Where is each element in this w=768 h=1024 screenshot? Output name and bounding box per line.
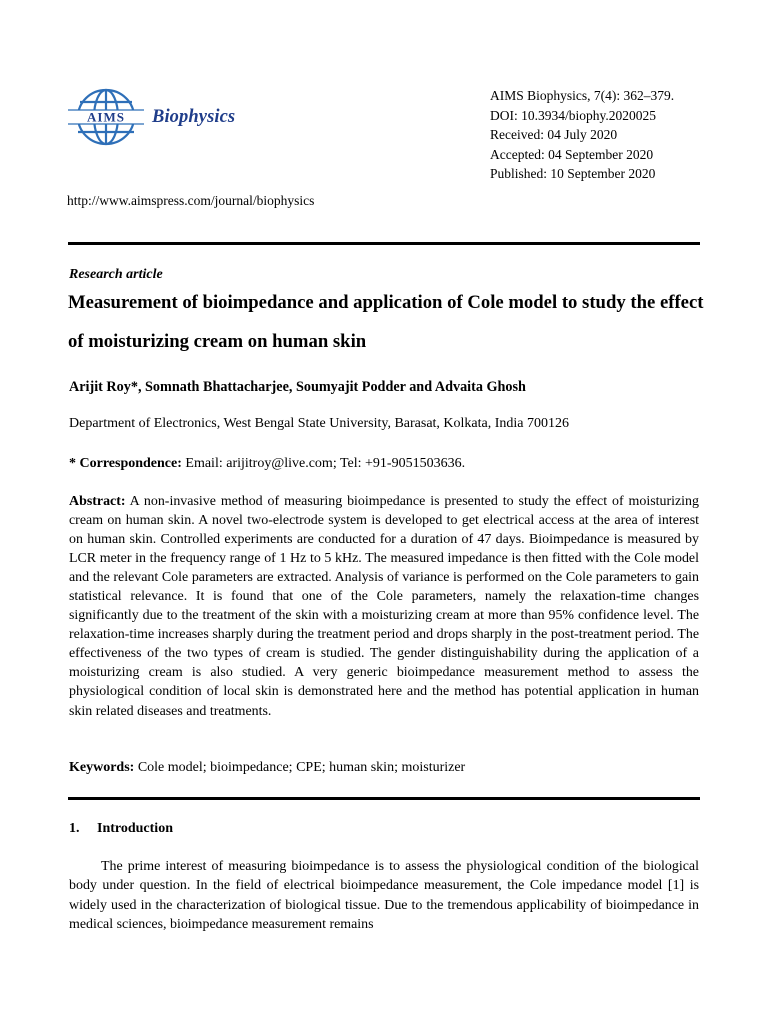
doi-line[interactable]: DOI: 10.3934/biophy.2020025	[490, 107, 656, 123]
keywords	[69, 760, 465, 776]
abstract-divider	[68, 797, 700, 800]
section-number: 1.	[69, 821, 80, 836]
header-divider	[68, 242, 700, 245]
article-type: Research article	[69, 267, 163, 282]
journal-name: Biophysics	[152, 107, 236, 127]
affiliation: Department of Electronics, West Bengal State University, Barasat, Kolkata, India 700126	[69, 416, 570, 431]
keywords-text: Cole model; bioimpedance; CPE; human skin; moisturizer	[134, 760, 466, 775]
keywords-label: Keywords:	[69, 760, 135, 775]
correspondence-label: * Correspondence:	[69, 456, 182, 471]
abstract-text: A non-invasive method of measuring bioimpedance is presented to study the effect of moisturizing cream on human skin. A novel two-electrode system is developed to get electrical access at the area of interest on human skin. Controlled experiments are conducted for a duration of 47 days. Bioimpedance is measured by LCR meter in the frequency range of 1 Hz to 5 kHz. The measured impedance is then fitted with the Cole model and the relevant Cole parameters are extracted. Analysis of variance is performed on the Cole parameters to gain statistical relevance. It is found that one of the Cole parameters, namely the relaxation-time changes significantly due to the treatment of the skin with a moisturizing cream at more than 95% confidence level. The relaxation-time increases sharply during the treatment period and drops sharply in the post-treatment period. The effectiveness of the two types of cream is studied. The gender distinguishability during the application of a moisturizing cream is also studied. A very generic bioimpedance measurement method to assess the physiological condition of local skin is demonstrated here and the method has potential application in human skin related diseases and treatments.	[69, 494, 699, 719]
abstract	[69, 492, 699, 721]
correspondence-text: Email: arijitroy@live.com; Tel: +91-9051503636.	[181, 456, 466, 471]
aims-globe-icon	[66, 88, 148, 146]
intro-paragraph: The prime interest of measuring bioimpedance is to assess the physiological condition of the biological body under question. In the field of electrical bioimpedance measurement, the Cole impedance model [1] is widely used in the characterization of biological tissue. Due to the tremendous applicability of bioimpedance in medical sciences, bioimpedance measurement remains	[69, 859, 699, 932]
logo-text: AIMS	[87, 109, 125, 125]
received-line: Received: 04 July 2020	[490, 127, 618, 142]
accepted-line: Accepted: 04 September 2020	[490, 146, 654, 162]
correspondence	[69, 456, 465, 472]
journal-url-link[interactable]: http://www.aimspress.com/journal/biophysics	[67, 193, 315, 208]
citation-line: AIMS Biophysics, 7(4): 362–379.	[490, 88, 675, 103]
journal-logo	[66, 88, 148, 146]
published-line: Published: 10 September 2020	[490, 166, 656, 181]
section-heading	[69, 821, 173, 837]
abstract-label: Abstract:	[69, 494, 126, 509]
author-list: Arijit Roy*, Somnath Bhattacharjee, Soumyajit Podder and Advaita Ghosh	[69, 379, 526, 395]
article-title: Measurement of bioimpedance and application of Cole model to study the effect of moisturizing cream on human skin	[68, 292, 704, 352]
section-title: Introduction	[97, 821, 173, 836]
publication-meta	[490, 86, 674, 184]
